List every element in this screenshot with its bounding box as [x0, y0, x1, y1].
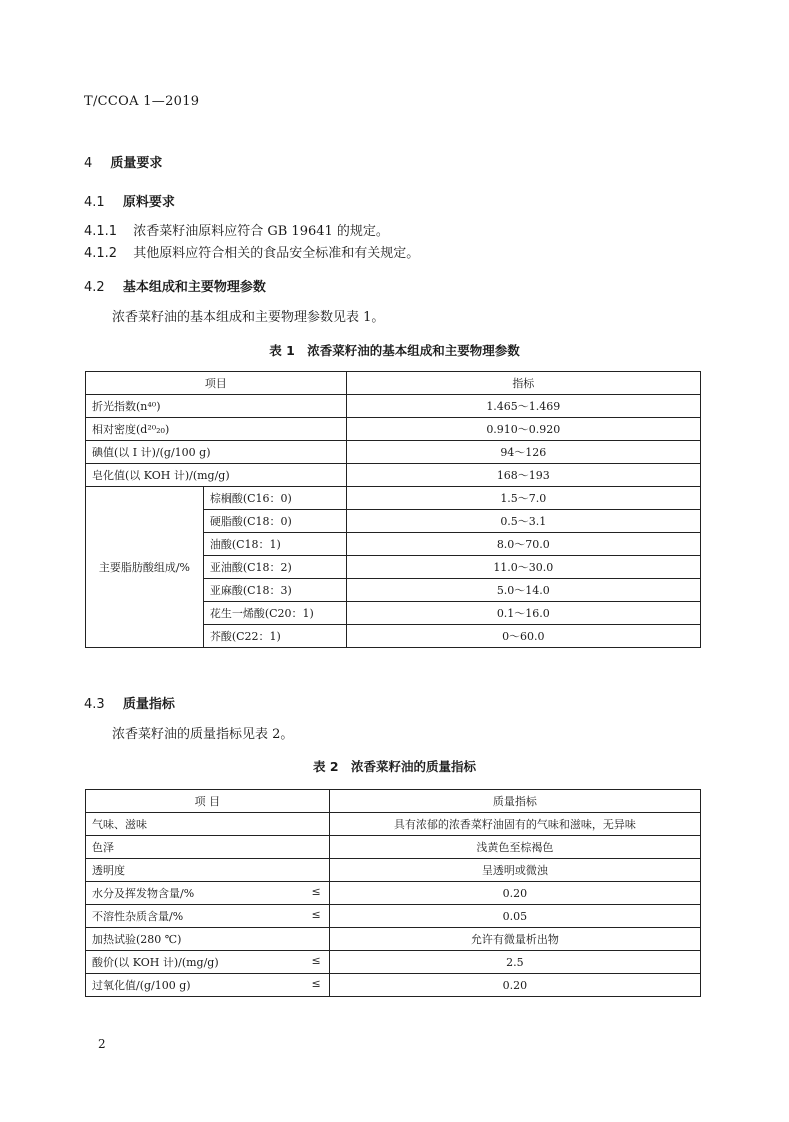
fatty-acid-name: 硬脂酸(C18：0)	[203, 510, 346, 533]
fatty-acid-name: 棕榈酸(C16：0)	[203, 487, 346, 510]
row-value: 168～193	[346, 464, 700, 487]
row-item-label: 加热试验(280 ℃)	[92, 933, 182, 946]
fatty-acid-value: 11.0～30.0	[346, 556, 700, 579]
caption-text: 浓香菜籽油的基本组成和主要物理参数	[307, 343, 520, 358]
table-row	[86, 487, 701, 510]
fatty-acid-value: 0.5～3.1	[346, 510, 700, 533]
clause-4-1-1	[84, 220, 389, 239]
clause-number: 4.1.2	[84, 246, 118, 261]
row-item	[86, 951, 330, 974]
table-1-caption	[0, 341, 789, 359]
clause-4-1-2	[84, 242, 419, 261]
table-row	[86, 813, 701, 836]
section-4-2-heading	[84, 276, 266, 295]
row-item: 碘值(以 I 计)/(g/100 g)	[86, 441, 347, 464]
paragraph-4-2: 浓香菜籽油的基本组成和主要物理参数见表 1。	[112, 310, 385, 325]
section-4-heading	[84, 152, 162, 171]
clause-text: 其他原料应符合相关的食品安全标准和有关规定。	[133, 246, 420, 261]
section-number: 4.2	[84, 280, 105, 295]
fatty-acid-name: 油酸(C18：1)	[203, 533, 346, 556]
row-value: 94～126	[346, 441, 700, 464]
caption-number: 表 2	[313, 759, 339, 774]
row-item-label: 不溶性杂质含量/%	[92, 910, 184, 923]
fatty-acid-name: 芥酸(C22：1)	[203, 625, 346, 648]
section-4-3-heading	[84, 693, 175, 712]
section-number: 4	[84, 156, 93, 171]
fatty-acid-value: 5.0～14.0	[346, 579, 700, 602]
header-value: 质量指标	[329, 790, 700, 813]
table-row	[86, 951, 701, 974]
page-number: 2	[98, 1037, 106, 1051]
section-4-1-heading	[84, 191, 175, 210]
row-item	[86, 974, 330, 997]
table-header-row	[86, 790, 701, 813]
header-item: 项目	[86, 372, 347, 395]
caption-number: 表 1	[269, 343, 295, 358]
section-title: 基本组成和主要物理参数	[122, 280, 266, 295]
table-row	[86, 974, 701, 997]
header-item: 项 目	[86, 790, 330, 813]
table-row	[86, 395, 701, 418]
row-value: 1.465～1.469	[346, 395, 700, 418]
table-header-row	[86, 372, 701, 395]
row-value: 具有浓郁的浓香菜籽油固有的气味和滋味，无异味	[329, 813, 700, 836]
row-value: 允许有微量析出物	[329, 928, 700, 951]
section-title: 质量指标	[122, 697, 175, 712]
fatty-acid-name: 花生一烯酸(C20：1)	[203, 602, 346, 625]
row-item-label: 透明度	[92, 864, 125, 877]
fatty-acid-name: 亚油酸(C18：2)	[203, 556, 346, 579]
row-value: 浅黄色至棕褐色	[329, 836, 700, 859]
section-title: 原料要求	[122, 195, 175, 210]
row-item-label: 水分及挥发物含量/%	[92, 887, 195, 900]
fatty-acid-group-label: 主要脂肪酸组成/%	[86, 487, 204, 648]
header-value: 指标	[346, 372, 700, 395]
row-item-label: 气味、滋味	[92, 818, 147, 831]
row-value: 0.05	[329, 905, 700, 928]
caption-text: 浓香菜籽油的质量指标	[350, 759, 476, 774]
row-value: 0.20	[329, 974, 700, 997]
table-row	[86, 859, 701, 882]
section-number: 4.1	[84, 195, 105, 210]
fatty-acid-name: 亚麻酸(C18：3)	[203, 579, 346, 602]
table-row	[86, 882, 701, 905]
table-1	[85, 371, 701, 648]
row-item-label: 过氧化值/(g/100 g)	[92, 979, 191, 992]
paragraph-4-3: 浓香菜籽油的质量指标见表 2。	[112, 727, 294, 742]
table-row	[86, 905, 701, 928]
row-value: 呈透明或微浊	[329, 859, 700, 882]
row-value: 2.5	[329, 951, 700, 974]
standard-code: T/CCOA 1—2019	[84, 94, 200, 109]
row-item-comparator: ≤	[311, 954, 321, 967]
section-title: 质量要求	[110, 156, 163, 171]
row-item: 折光指数(n⁴⁰)	[86, 395, 347, 418]
row-item-comparator: ≤	[311, 885, 321, 898]
section-number: 4.3	[84, 697, 105, 712]
clause-number: 4.1.1	[84, 224, 118, 239]
row-value: 0.910～0.920	[346, 418, 700, 441]
table-row	[86, 441, 701, 464]
row-item: 相对密度(d²⁰₂₀)	[86, 418, 347, 441]
clause-text: 浓香菜籽油原料应符合 GB 19641 的规定。	[133, 224, 389, 239]
row-item: 皂化值(以 KOH 计)/(mg/g)	[86, 464, 347, 487]
table-row	[86, 464, 701, 487]
row-item	[86, 813, 330, 836]
row-item-comparator: ≤	[311, 908, 321, 921]
fatty-acid-value: 0.1～16.0	[346, 602, 700, 625]
table-row	[86, 836, 701, 859]
fatty-acid-value: 0～60.0	[346, 625, 700, 648]
row-item-label: 酸价(以 KOH 计)/(mg/g)	[92, 956, 219, 969]
row-item	[86, 859, 330, 882]
row-value: 0.20	[329, 882, 700, 905]
table-2	[85, 789, 701, 997]
row-item-comparator: ≤	[311, 977, 321, 990]
row-item	[86, 836, 330, 859]
row-item	[86, 882, 330, 905]
table-row	[86, 418, 701, 441]
row-item	[86, 928, 330, 951]
row-item-label: 色泽	[92, 841, 114, 854]
fatty-acid-value: 8.0～70.0	[346, 533, 700, 556]
fatty-acid-value: 1.5～7.0	[346, 487, 700, 510]
row-item	[86, 905, 330, 928]
table-2-caption	[0, 757, 789, 775]
table-row	[86, 928, 701, 951]
